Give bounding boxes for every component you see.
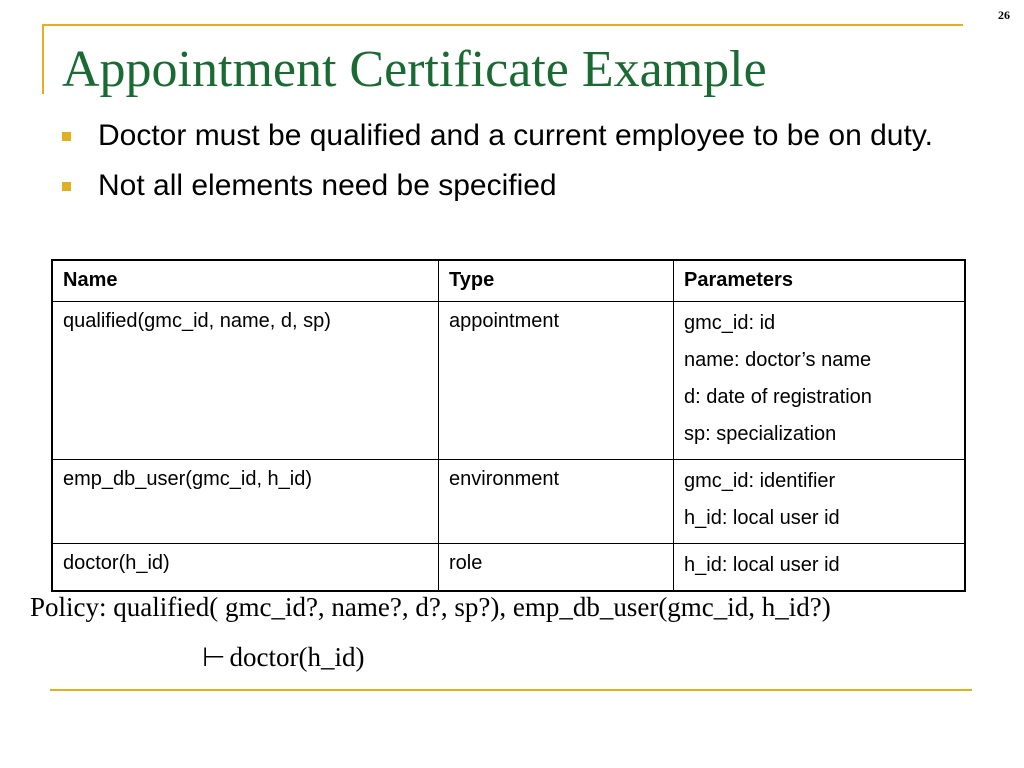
cell-parameters bbox=[674, 302, 966, 460]
parameter-line: sp: specialization bbox=[684, 423, 837, 445]
bullet-item bbox=[58, 116, 958, 156]
table-row bbox=[52, 544, 965, 592]
policy-line-2 bbox=[202, 642, 365, 673]
cell-parameters bbox=[674, 460, 966, 544]
cell-type: appointment bbox=[439, 302, 674, 460]
table-header-row bbox=[52, 260, 965, 302]
parameters-table bbox=[51, 259, 966, 592]
slide-number: 26 bbox=[998, 8, 1010, 22]
table-row bbox=[52, 302, 965, 460]
column-header-parameters: Parameters bbox=[674, 260, 966, 302]
policy-line-1: Policy: qualified( gmc_id?, name?, d?, sp?), emp_db_user(gmc_id, h_id?) bbox=[30, 592, 831, 622]
parameter-line: gmc_id: id bbox=[684, 312, 776, 334]
square-bullet-icon bbox=[62, 182, 71, 191]
column-header-type: Type bbox=[439, 260, 674, 302]
parameter-line: d: date of registration bbox=[684, 386, 872, 408]
bottom-accent-line bbox=[50, 689, 972, 691]
bullet-list bbox=[58, 116, 958, 216]
parameter-line: h_id: local user id bbox=[684, 507, 840, 529]
bullet-text: Doctor must be qualified and a current employee to be on duty. bbox=[98, 119, 933, 152]
cell-name: qualified(gmc_id, name, d, sp) bbox=[52, 302, 439, 460]
bullet-text: Not all elements need be specified bbox=[98, 169, 557, 202]
cell-type: environment bbox=[439, 460, 674, 544]
turnstile-symbol: ⊢ bbox=[202, 642, 226, 672]
table-row bbox=[52, 460, 965, 544]
square-bullet-icon bbox=[62, 132, 71, 141]
policy-conclusion: doctor(h_id) bbox=[229, 642, 365, 672]
left-accent-line bbox=[42, 24, 44, 94]
parameter-line: name: doctor’s name bbox=[684, 349, 872, 371]
cell-name: doctor(h_id) bbox=[52, 544, 439, 592]
slide-title: Appointment Certificate Example bbox=[62, 41, 767, 98]
column-header-name: Name bbox=[52, 260, 439, 302]
parameter-line: gmc_id: identifier bbox=[684, 470, 836, 492]
bullet-item bbox=[58, 166, 958, 206]
cell-type: role bbox=[439, 544, 674, 592]
parameter-line: h_id: local user id bbox=[684, 554, 840, 576]
cell-name: emp_db_user(gmc_id, h_id) bbox=[52, 460, 439, 544]
cell-parameters bbox=[674, 544, 966, 592]
top-accent-line bbox=[42, 24, 963, 26]
